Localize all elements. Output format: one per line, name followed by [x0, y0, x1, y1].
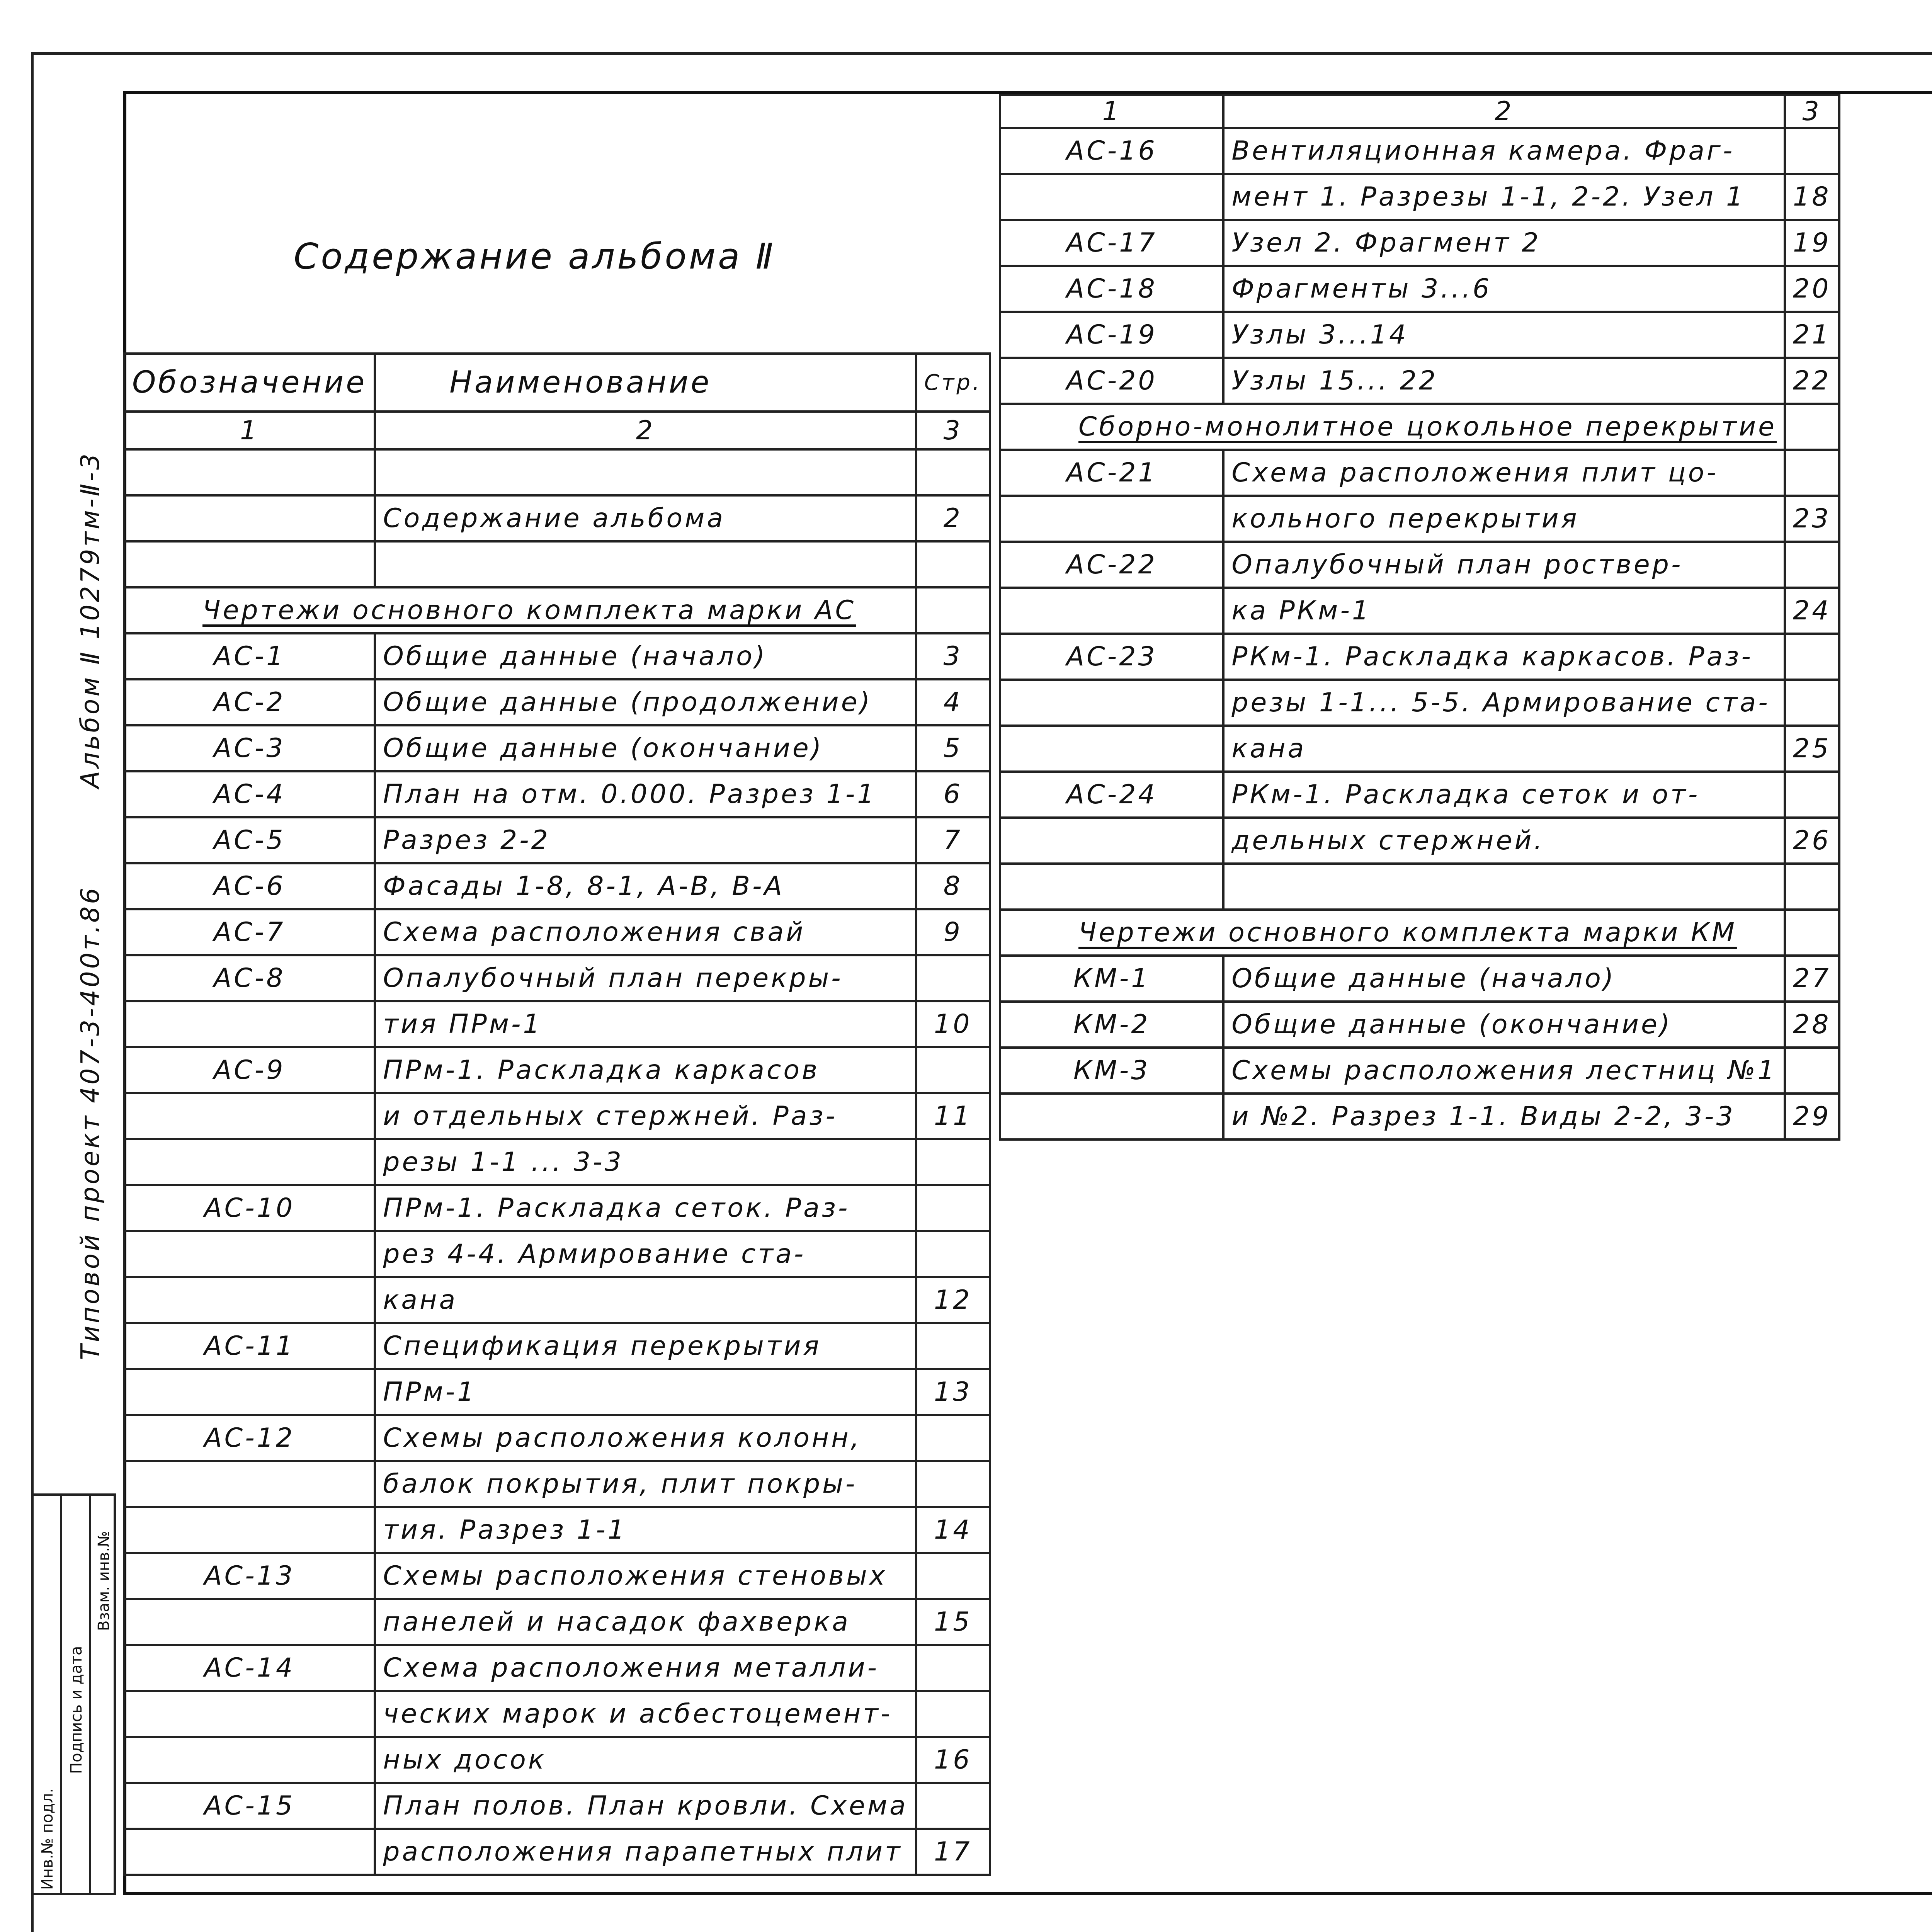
stamp-column-inv — [33, 1496, 62, 1893]
name-cell: Фрагменты 3...6 — [1223, 266, 1785, 312]
code-cell — [1000, 818, 1223, 864]
table-row — [124, 955, 990, 1001]
code-cell: АС-12 — [124, 1415, 375, 1461]
name-cell: Опалубочный план перекры- — [375, 955, 916, 1001]
name-cell: тия. Разрез 1-1 — [375, 1507, 916, 1553]
code-cell — [124, 1507, 375, 1553]
page-cell — [1785, 128, 1839, 174]
code-cell — [124, 1139, 375, 1185]
name-cell: План на отм. 0.000. Разрез 1-1 — [375, 771, 916, 817]
stamp-replace-label: Взам. инв.№ — [95, 1531, 113, 1631]
page-cell — [1785, 772, 1839, 818]
table-row — [124, 1553, 990, 1599]
stamp-inv-label: Инв.№ подл. — [39, 1788, 56, 1890]
header-row — [124, 354, 990, 412]
table-row — [124, 1691, 990, 1737]
table-row — [124, 1461, 990, 1507]
page-cell — [1785, 404, 1839, 450]
name-cell: РКм-1. Раскладка сеток и от- — [1223, 772, 1785, 818]
name-cell: тия ПРм-1 — [375, 1001, 916, 1047]
section-row — [1000, 910, 1839, 956]
name-cell: Общие данные (окончание) — [375, 725, 916, 771]
code-cell — [124, 1369, 375, 1415]
name-cell: Схема расположения свай — [375, 909, 916, 955]
code-cell: АС-9 — [124, 1047, 375, 1093]
code-cell: АС-10 — [124, 1185, 375, 1231]
page-cell — [1785, 680, 1839, 726]
name-cell: мент 1. Разрезы 1-1, 2-2. Узел 1 — [1223, 174, 1785, 220]
code-cell: АС-1 — [124, 633, 375, 679]
contents-table-left — [123, 352, 991, 1876]
name-cell: План полов. План кровли. Схема — [375, 1783, 916, 1829]
page-cell — [1785, 450, 1839, 496]
table-row — [124, 1737, 990, 1783]
column-number-row — [124, 412, 990, 449]
table-row — [124, 1415, 990, 1461]
name-cell: РКм-1. Раскладка каркасов. Раз- — [1223, 634, 1785, 680]
page-cell — [916, 1185, 990, 1231]
column-number: 1 — [1000, 95, 1223, 128]
code-cell: АС-18 — [1000, 266, 1223, 312]
table-row — [1000, 772, 1839, 818]
page-cell: 7 — [916, 817, 990, 863]
name-cell: Фасады 1-8, 8-1, А-В, В-А — [375, 863, 916, 909]
code-cell: АС-4 — [124, 771, 375, 817]
page-cell: 29 — [1785, 1094, 1839, 1139]
column-header: Обозначение — [124, 354, 375, 412]
page-cell: 19 — [1785, 220, 1839, 266]
name-cell: панелей и насадок фахверка — [375, 1599, 916, 1645]
page-cell: 9 — [916, 909, 990, 955]
table-row — [1000, 864, 1839, 910]
page-cell: 28 — [1785, 1002, 1839, 1048]
code-cell — [124, 1277, 375, 1323]
table-row — [124, 1645, 990, 1691]
table-row — [124, 1507, 990, 1553]
name-cell: ка РКм-1 — [1223, 588, 1785, 634]
column-number: 3 — [1785, 95, 1839, 128]
code-cell: АС-17 — [1000, 220, 1223, 266]
table-row — [124, 863, 990, 909]
page-cell: 15 — [916, 1599, 990, 1645]
table-row — [1000, 312, 1839, 358]
table-row — [1000, 542, 1839, 588]
code-cell: АС-23 — [1000, 634, 1223, 680]
code-cell — [1000, 174, 1223, 220]
name-cell: Схема расположения плит цо- — [1223, 450, 1785, 496]
name-cell: балок покрытия, плит покры- — [375, 1461, 916, 1507]
code-cell — [1000, 680, 1223, 726]
page-cell: 2 — [916, 495, 990, 541]
table-row — [124, 1783, 990, 1829]
table-row — [1000, 358, 1839, 404]
code-cell: АС-2 — [124, 679, 375, 725]
name-cell: Схемы расположения лестниц №1 — [1223, 1048, 1785, 1094]
code-cell — [124, 1093, 375, 1139]
code-cell: КМ-3 — [1000, 1048, 1223, 1094]
page-cell: 16 — [916, 1737, 990, 1783]
code-cell: АС-8 — [124, 955, 375, 1001]
name-cell: Опалубочный план роствер- — [1223, 542, 1785, 588]
name-cell: ных досок — [375, 1737, 916, 1783]
table-row — [1000, 450, 1839, 496]
stamp-sign-label: Подпись и дата — [68, 1646, 85, 1774]
page-cell — [916, 1461, 990, 1507]
table-row — [124, 1185, 990, 1231]
table-row — [124, 909, 990, 955]
page-cell — [1785, 634, 1839, 680]
album-title: Содержание альбома Ⅱ — [294, 236, 776, 277]
code-cell — [1000, 1094, 1223, 1139]
column-number: 1 — [124, 412, 375, 449]
table-row — [124, 495, 990, 541]
column-number: 2 — [1223, 95, 1785, 128]
section-row — [124, 587, 990, 633]
page-cell — [916, 1645, 990, 1691]
code-cell: АС-21 — [1000, 450, 1223, 496]
page-cell — [916, 587, 990, 633]
name-cell: дельных стержней. — [1223, 818, 1785, 864]
page-cell — [916, 541, 990, 587]
name-cell — [1223, 864, 1785, 910]
code-cell: АС-3 — [124, 725, 375, 771]
page-cell — [916, 1783, 990, 1829]
page-cell — [916, 1415, 990, 1461]
name-cell: Узел 2. Фрагмент 2 — [1223, 220, 1785, 266]
code-cell — [124, 449, 375, 495]
code-cell: АС-22 — [1000, 542, 1223, 588]
table-row — [1000, 726, 1839, 772]
page-cell — [1785, 1048, 1839, 1094]
code-cell: АС-20 — [1000, 358, 1223, 404]
contents-table-right — [999, 94, 1840, 1141]
page-cell: 6 — [916, 771, 990, 817]
name-cell — [375, 541, 916, 587]
code-cell — [1000, 588, 1223, 634]
name-cell: Схема расположения металли- — [375, 1645, 916, 1691]
code-cell — [124, 1691, 375, 1737]
name-cell: Схемы расположения колонн, — [375, 1415, 916, 1461]
section-title: Сборно-монолитное цокольное перекрытие — [1000, 404, 1785, 450]
page-cell: 21 — [1785, 312, 1839, 358]
page-cell: 23 — [1785, 496, 1839, 542]
page-cell: 11 — [916, 1093, 990, 1139]
code-cell: АС-15 — [124, 1783, 375, 1829]
table-row — [124, 1369, 990, 1415]
table-row — [124, 725, 990, 771]
name-cell: Содержание альбома — [375, 495, 916, 541]
page-cell: 3 — [916, 633, 990, 679]
page-cell — [1785, 864, 1839, 910]
stamp-column-replace — [91, 1496, 116, 1893]
column-header: Наименование — [375, 354, 916, 412]
name-cell: Общие данные (начало) — [1223, 956, 1785, 1002]
page-cell — [916, 955, 990, 1001]
column-number: 3 — [916, 412, 990, 449]
page-cell — [1785, 910, 1839, 956]
name-cell — [375, 449, 916, 495]
code-cell — [124, 1001, 375, 1047]
table-row — [1000, 174, 1839, 220]
name-cell: кана — [375, 1277, 916, 1323]
code-cell — [124, 1599, 375, 1645]
name-cell: резы 1-1 ... 3-3 — [375, 1139, 916, 1185]
page-cell — [916, 1323, 990, 1369]
name-cell: Схемы расположения стеновых — [375, 1553, 916, 1599]
code-cell — [1000, 726, 1223, 772]
page-cell: 14 — [916, 1507, 990, 1553]
page-cell — [916, 1691, 990, 1737]
page-cell — [1785, 542, 1839, 588]
page-cell: 8 — [916, 863, 990, 909]
table-row — [124, 817, 990, 863]
table-row — [1000, 1002, 1839, 1048]
table-row — [1000, 1048, 1839, 1094]
name-cell: Узлы 3...14 — [1223, 312, 1785, 358]
page-cell: 22 — [1785, 358, 1839, 404]
page-cell: 5 — [916, 725, 990, 771]
page-cell — [916, 1553, 990, 1599]
code-cell — [124, 1231, 375, 1277]
table-row — [124, 679, 990, 725]
name-cell: ПРм-1 — [375, 1369, 916, 1415]
stamp-column-sign — [62, 1496, 91, 1893]
page-cell: 4 — [916, 679, 990, 725]
code-cell — [124, 1461, 375, 1507]
code-cell: АС-11 — [124, 1323, 375, 1369]
table-row — [124, 1277, 990, 1323]
name-cell: Вентиляционная камера. Фраг- — [1223, 128, 1785, 174]
name-cell: Общие данные (окончание) — [1223, 1002, 1785, 1048]
table-row — [1000, 128, 1839, 174]
table-row — [124, 1829, 990, 1875]
code-cell: КМ-2 — [1000, 1002, 1223, 1048]
page-cell — [916, 1047, 990, 1093]
name-cell: Общие данные (продолжение) — [375, 679, 916, 725]
table-row — [124, 1047, 990, 1093]
name-cell: ПРм-1. Раскладка сеток. Раз- — [375, 1185, 916, 1231]
name-cell: Общие данные (начало) — [375, 633, 916, 679]
table-row — [124, 1599, 990, 1645]
column-number: 2 — [375, 412, 916, 449]
code-cell — [124, 495, 375, 541]
page-cell: 26 — [1785, 818, 1839, 864]
table-row — [124, 1093, 990, 1139]
name-cell: и отдельных стержней. Раз- — [375, 1093, 916, 1139]
code-cell: АС-16 — [1000, 128, 1223, 174]
table-row — [124, 633, 990, 679]
approval-stamp — [31, 1493, 116, 1895]
code-cell: АС-5 — [124, 817, 375, 863]
section-title: Чертежи основного комплекта марки АС — [124, 587, 916, 633]
table-row — [124, 1001, 990, 1047]
code-cell — [1000, 864, 1223, 910]
name-cell: Разрез 2-2 — [375, 817, 916, 863]
table-row — [124, 1323, 990, 1369]
code-cell — [1000, 496, 1223, 542]
page-cell: 18 — [1785, 174, 1839, 220]
table-row — [124, 771, 990, 817]
name-cell: ПРм-1. Раскладка каркасов — [375, 1047, 916, 1093]
table-row — [124, 449, 990, 495]
name-cell: ческих марок и асбестоцемент- — [375, 1691, 916, 1737]
table-row — [1000, 956, 1839, 1002]
page-cell — [916, 1231, 990, 1277]
name-cell: Узлы 15... 22 — [1223, 358, 1785, 404]
table-row — [1000, 1094, 1839, 1139]
name-cell: кана — [1223, 726, 1785, 772]
page-cell: 25 — [1785, 726, 1839, 772]
name-cell: рез 4-4. Армирование ста- — [375, 1231, 916, 1277]
column-header: Стр. — [916, 354, 990, 412]
name-cell: кольного перекрытия — [1223, 496, 1785, 542]
name-cell: резы 1-1... 5-5. Армирование ста- — [1223, 680, 1785, 726]
page-cell: 24 — [1785, 588, 1839, 634]
code-cell — [124, 1737, 375, 1783]
table-row — [1000, 220, 1839, 266]
album-caption: Альбом Ⅱ 10279тм-Ⅱ-3 — [75, 451, 105, 788]
column-number-row — [1000, 95, 1839, 128]
table-row — [1000, 634, 1839, 680]
page-cell: 13 — [916, 1369, 990, 1415]
code-cell: АС-19 — [1000, 312, 1223, 358]
page-cell — [916, 1139, 990, 1185]
project-caption: Типовой проект 407-3-400т.86 — [75, 885, 105, 1360]
name-cell: и №2. Разрез 1-1. Виды 2-2, 3-3 — [1223, 1094, 1785, 1139]
page-cell: 10 — [916, 1001, 990, 1047]
code-cell: АС-14 — [124, 1645, 375, 1691]
page-cell — [916, 449, 990, 495]
code-cell: КМ-1 — [1000, 956, 1223, 1002]
page-cell: 27 — [1785, 956, 1839, 1002]
code-cell: АС-24 — [1000, 772, 1223, 818]
table-row — [1000, 588, 1839, 634]
code-cell: АС-6 — [124, 863, 375, 909]
table-row — [1000, 496, 1839, 542]
page-cell: 20 — [1785, 266, 1839, 312]
table-row — [124, 541, 990, 587]
page-cell: 17 — [916, 1829, 990, 1875]
table-row — [1000, 266, 1839, 312]
code-cell — [124, 1829, 375, 1875]
table-row — [1000, 680, 1839, 726]
page-cell: 12 — [916, 1277, 990, 1323]
name-cell: расположения парапетных плит — [375, 1829, 916, 1875]
code-cell — [124, 541, 375, 587]
section-row — [1000, 404, 1839, 450]
code-cell: АС-13 — [124, 1553, 375, 1599]
table-row — [124, 1231, 990, 1277]
name-cell: Спецификация перекрытия — [375, 1323, 916, 1369]
table-row — [1000, 818, 1839, 864]
section-title: Чертежи основного комплекта марки КМ — [1000, 910, 1785, 956]
code-cell: АС-7 — [124, 909, 375, 955]
table-row — [124, 1139, 990, 1185]
